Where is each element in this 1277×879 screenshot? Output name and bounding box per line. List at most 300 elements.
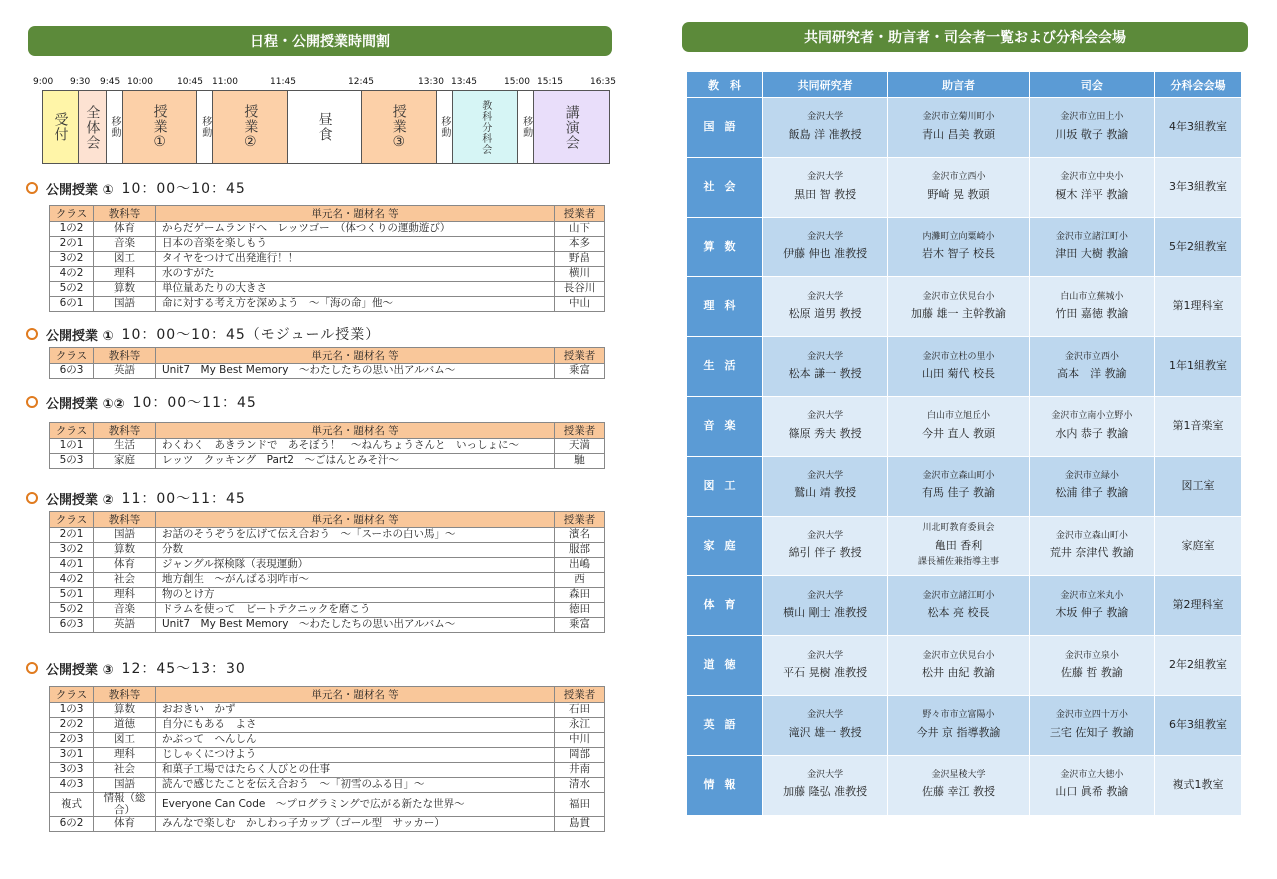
time-label: 15:00 [504,77,530,87]
time-label: 11:00 [212,77,238,87]
org-name: 金沢市立大徳小 [1060,770,1124,781]
teacher-cell: 井南 [555,763,605,778]
table-row [50,718,605,733]
class-cell: 2の3 [50,733,94,748]
room-cell: 4年3組教室 [1155,98,1242,158]
subject-cell: 算数 [94,703,156,718]
person-name: 川坂 敬子 教諭 [1055,127,1129,141]
org-name: 金沢大学 [807,530,844,541]
class-table-header [50,687,605,703]
table-row [50,297,605,312]
subject-cell: 国語 [687,98,763,158]
subject-cell: 体育 [94,817,156,832]
header-subject: 教科等 [94,206,156,222]
unit-cell: かぶって へんしん [156,733,555,748]
teacher-cell: 中川 [555,733,605,748]
staff-row [687,337,1242,397]
teacher-cell: 石田 [555,703,605,718]
teacher-cell: 野畠 [555,252,605,267]
person-name: 篠原 秀夫 教授 [788,426,862,440]
teacher-cell: 福田 [555,793,605,817]
room-cell: 図工室 [1155,456,1242,516]
subject-cell: 国語 [94,528,156,543]
advisor-cell [888,636,1029,696]
unit-cell: 地方創生 〜がんばる羽咋市〜 [156,573,555,588]
advisor-cell [888,695,1029,755]
unit-cell: タイヤをつけて出発進行！！ [156,252,555,267]
person-name: 滝沢 雄一 教授 [788,725,862,739]
teacher-cell: 出嶋 [555,558,605,573]
subject-cell: 家庭 [94,454,156,469]
subject-cell: 社会 [687,157,763,217]
subject-cell: 生活 [94,439,156,454]
unit-cell: Unit7 My Best Memory 〜わたしたちの思い出アルバム〜 [156,364,555,379]
time-label: 9:00 [33,77,54,87]
staff-row [687,576,1242,636]
subject-cell: 道徳 [687,636,763,696]
schedule-segment [437,91,453,163]
class-table [49,205,605,312]
room-cell: 複式1教室 [1155,755,1242,815]
class-cell: 5の1 [50,588,94,603]
unit-cell: 分数 [156,543,555,558]
schedule-label: 受付 [52,112,69,142]
table-row [50,282,605,297]
teacher-cell: 永江 [555,718,605,733]
class-table-header [50,348,605,364]
subject-cell: 生活 [687,337,763,397]
unit-cell: 物のとけ方 [156,588,555,603]
person-name: 伊藤 伸也 准教授 [783,247,868,261]
person-name: 佐藤 哲 教諭 [1060,665,1123,679]
session-time: 10：00〜10：45 [121,181,246,197]
time-label: 16:35 [590,77,616,87]
subject-cell: 算数 [687,217,763,277]
table-row [50,252,605,267]
schedule-segment [288,91,362,163]
header-class: クラス [50,206,94,222]
class-cell: 2の1 [50,528,94,543]
researcher-cell [763,217,888,277]
room-cell: 2年2組教室 [1155,636,1242,696]
person-name: 岩木 智子 校長 [922,247,995,261]
schedule-segment [123,91,198,163]
schedule-title-banner [28,26,612,56]
teacher-cell: 徳田 [555,603,605,618]
person-name: 加藤 雄一 主幹教諭 [911,307,1006,321]
time-label: 12:45 [348,77,374,87]
table-row [50,573,605,588]
class-cell: 3の3 [50,763,94,778]
bullet-circle-icon [26,492,38,504]
session-title: 公開授業 ① [46,182,114,198]
table-row [50,703,605,718]
teacher-cell: 乗富 [555,618,605,633]
teacher-cell: 本多 [555,237,605,252]
chair-cell [1029,277,1154,337]
bullet-circle-icon [26,328,38,340]
header-unit: 単元名・題材名 等 [156,348,555,364]
header-subject: 教科等 [94,423,156,439]
org-name: 金沢市立伏見台小 [922,650,995,661]
table-row [50,528,605,543]
unit-cell: レッツ クッキング Part2 〜ごはんとみそ汁〜 [156,454,555,469]
class-table [49,422,605,469]
unit-cell: Everyone Can Code 〜プログラミングで広がる新たな世界〜 [156,793,555,817]
header-unit: 単元名・題材名 等 [156,423,555,439]
staff-row [687,157,1242,217]
room-cell: 5年2組教室 [1155,217,1242,277]
class-cell: 4の3 [50,778,94,793]
subject-cell: 算数 [94,282,156,297]
org-name: 金沢市立西小 [931,172,986,183]
researcher-cell [763,755,888,815]
schedule-segment [534,91,609,163]
chair-cell [1029,396,1154,456]
room-cell: 第1理科室 [1155,277,1242,337]
schedule-segment [107,91,123,163]
person-name: 加藤 隆弘 准教授 [783,785,868,799]
subject-cell: 音楽 [687,396,763,456]
table-row [50,222,605,237]
staff-row [687,456,1242,516]
person-name: 野崎 晃 教頭 [927,187,990,201]
class-cell: 3の2 [50,543,94,558]
schedule-segment [197,91,213,163]
header-advisor: 助言者 [888,72,1029,98]
session-heading [26,178,246,198]
class-table [49,347,605,379]
org-name: 金沢市立伏見台小 [922,291,995,302]
staff-title-banner [682,22,1248,52]
header-teacher: 授業者 [555,206,605,222]
chair-cell [1029,217,1154,277]
org-name: 金沢大学 [807,351,844,362]
unit-cell: Unit7 My Best Memory 〜わたしたちの思い出アルバム〜 [156,618,555,633]
subject-cell: 英語 [94,618,156,633]
teacher-cell: 西 [555,573,605,588]
org-name: 金沢市立緑小 [1064,471,1119,482]
staff-row [687,636,1242,696]
header-unit: 単元名・題材名 等 [156,512,555,528]
person-name: 三宅 佐知子 教諭 [1049,725,1134,739]
advisor-cell [888,98,1029,158]
subject-cell: 理科 [94,267,156,282]
subject-cell: 理科 [94,588,156,603]
org-name: 金沢市立諸江町小 [1055,232,1128,242]
advisor-cell [888,755,1029,815]
person-name: 松浦 律子 教諭 [1055,486,1129,500]
org-name: 金沢市立諸江町小 [922,590,995,601]
subject-cell: 体育 [94,222,156,237]
class-table [49,686,605,832]
class-table [49,511,605,633]
person-name: 津田 大樹 教諭 [1055,247,1129,261]
researcher-cell [763,157,888,217]
table-row [50,267,605,282]
room-cell: 第2理科室 [1155,576,1242,636]
class-cell: 6の1 [50,297,94,312]
org-name: 内灘町立向粟崎小 [922,232,995,242]
chair-cell [1029,98,1154,158]
chair-cell [1029,157,1154,217]
header-subject: 教科等 [94,687,156,703]
org-name: 金沢市立南小立野小 [1051,411,1133,422]
unit-cell: ジャングル探検隊（表現運動） [156,558,555,573]
time-label: 10:00 [127,77,153,87]
org-name: 金沢大学 [807,710,844,721]
org-name: 金沢大学 [807,471,844,482]
unit-cell: 読んで感じたことを伝え合おう 〜「初雪のふる日」〜 [156,778,555,793]
advisor-cell [888,337,1029,397]
class-cell: 2の2 [50,718,94,733]
subject-cell: 音楽 [94,603,156,618]
advisor-cell [888,277,1029,337]
subject-cell: 理科 [94,748,156,763]
org-name: 金沢市立泉小 [1064,650,1119,661]
header-subject: 教 科 [687,72,763,98]
unit-cell: じしゃくにつけよう [156,748,555,763]
table-row [50,817,605,832]
staff-title: 共同研究者・助言者・司会者一覧および分科会会場 [804,30,1126,46]
advisor-cell [888,456,1029,516]
table-row [50,603,605,618]
org-name: 金沢大学 [807,232,844,242]
header-teacher: 授業者 [555,687,605,703]
person-name: 鷲山 靖 教授 [794,486,857,500]
org-name: 金沢市立田上小 [1060,112,1124,123]
room-cell: 3年3組教室 [1155,157,1242,217]
org-name: 白山市立蕪城小 [1060,291,1124,302]
class-cell: 5の3 [50,454,94,469]
person-name: 亀田 香利 [934,538,983,552]
person-name: 青山 昌美 教頭 [922,127,995,141]
org-name: 金沢市立森山町小 [922,471,995,482]
room-cell: 第1音楽室 [1155,396,1242,456]
chair-cell [1029,755,1154,815]
org-name: 白山市立旭丘小 [927,411,991,422]
person-name: 山田 菊代 校長 [922,366,995,380]
bullet-circle-icon [26,662,38,674]
person-name: 綿引 伴子 教授 [788,546,862,560]
table-row [50,439,605,454]
person-name: 今井 京 指導教諭 [916,725,1001,739]
researcher-cell [763,695,888,755]
subject-cell: 算数 [94,543,156,558]
person-name: 飯島 洋 准教授 [788,127,862,141]
unit-cell: 水のすがた [156,267,555,282]
schedule-label: 全体会 [84,104,101,150]
unit-cell: ドラムを使って ビートテクニックを磨こう [156,603,555,618]
org-name: 金沢大学 [807,411,844,422]
org-name: 金沢市立西小 [1064,351,1119,362]
researcher-cell [763,396,888,456]
header-class: クラス [50,512,94,528]
person-name: 竹田 嘉徳 教諭 [1055,307,1129,321]
class-table-header [50,512,605,528]
session-title: 公開授業 ② [46,492,114,508]
advisor-cell [888,217,1029,277]
schedule-label: 授業② [242,103,259,151]
staff-row [687,217,1242,277]
org-name: 川北町教育委員会 [922,523,995,534]
person-name: 松原 道男 教授 [788,307,862,321]
teacher-cell: 乗富 [555,364,605,379]
org-name: 金沢市立四十万小 [1055,710,1128,721]
class-cell: 2の1 [50,237,94,252]
room-cell: 家庭室 [1155,516,1242,576]
header-unit: 単元名・題材名 等 [156,687,555,703]
teacher-cell: 服部 [555,543,605,558]
class-cell: 5の2 [50,282,94,297]
header-teacher: 授業者 [555,348,605,364]
class-cell: 複式 [50,793,94,817]
teacher-cell: 森田 [555,588,605,603]
class-cell: 1の3 [50,703,94,718]
researcher-cell [763,98,888,158]
researcher-cell [763,277,888,337]
researcher-cell [763,516,888,576]
org-name: 金沢市立菊川町小 [922,112,995,123]
class-cell: 4の2 [50,267,94,282]
table-row [50,778,605,793]
chair-cell [1029,695,1154,755]
header-class: クラス [50,423,94,439]
teacher-cell: 中山 [555,297,605,312]
unit-cell: 命に対する考え方を深めよう 〜「海の命」他〜 [156,297,555,312]
staff-row [687,516,1242,576]
subject-cell: 家庭 [687,516,763,576]
staff-table [686,71,1242,816]
org-name: 金沢市立杜の里小 [922,351,995,362]
class-cell: 6の2 [50,817,94,832]
header-class: クラス [50,687,94,703]
schedule-label: 昼食 [316,112,333,142]
room-cell: 6年3組教室 [1155,695,1242,755]
person-name: 榎木 洋平 教諭 [1055,187,1129,201]
person-name: 松本 亮 校長 [927,606,990,620]
subject-cell: 社会 [94,573,156,588]
header-teacher: 授業者 [555,423,605,439]
person-name: 佐藤 幸江 教授 [922,785,995,799]
time-label: 11:45 [270,77,296,87]
teacher-cell: 岡部 [555,748,605,763]
subject-cell: 音楽 [94,237,156,252]
subject-cell: 図工 [687,456,763,516]
org-name: 金沢大学 [807,291,844,302]
subject-cell: 図工 [94,733,156,748]
person-name: 松井 由紀 教諭 [922,665,995,679]
session-heading [26,392,257,412]
class-cell: 4の1 [50,558,94,573]
table-row [50,763,605,778]
bullet-circle-icon [26,182,38,194]
table-row [50,558,605,573]
teacher-cell: 山下 [555,222,605,237]
staff-row [687,695,1242,755]
class-cell: 6の3 [50,364,94,379]
staff-row [687,755,1242,815]
unit-cell: からだゲームランドへ レッツゴー （体つくりの運動遊び） [156,222,555,237]
session-heading [26,658,246,678]
org-name: 金沢大学 [807,112,844,123]
subject-cell: 情報 [687,755,763,815]
subject-cell: 情報（総合） [94,793,156,817]
chair-cell [1029,576,1154,636]
header-researcher: 共同研究者 [763,72,888,98]
bullet-circle-icon [26,396,38,408]
org-name: 金沢大学 [807,650,844,661]
org-name: 課長補佐兼指導主事 [918,557,1000,568]
schedule-label: 移動 [520,116,532,138]
header-teacher: 授業者 [555,512,605,528]
person-name: 今井 直人 教頭 [922,426,995,440]
org-name: 野々市市立富陽小 [922,710,995,721]
subject-cell: 英語 [687,695,763,755]
advisor-cell [888,396,1029,456]
session-time: 11：00〜11：45 [121,491,246,507]
schedule-label: 移動 [438,116,450,138]
schedule-label: 移動 [109,116,120,138]
person-name: 横山 剛士 准教授 [783,606,868,620]
class-cell: 1の1 [50,439,94,454]
chair-cell [1029,456,1154,516]
table-row [50,454,605,469]
schedule-segment [453,91,519,163]
person-name: 黒田 智 教授 [794,187,857,201]
researcher-cell [763,636,888,696]
person-name: 松本 謙一 教授 [788,366,862,380]
person-name: 木坂 伸子 教諭 [1055,606,1129,620]
chair-cell [1029,337,1154,397]
teacher-cell: 清水 [555,778,605,793]
org-name: 金沢大学 [807,590,844,601]
time-label: 13:45 [451,77,477,87]
class-cell: 4の2 [50,573,94,588]
session-title: 公開授業 ① [46,328,114,344]
subject-cell: 理科 [687,277,763,337]
org-name: 金沢大学 [807,770,844,781]
schedule-label: 講演会 [563,104,580,150]
schedule-label: 授業① [151,103,168,151]
chair-cell [1029,636,1154,696]
session-time: 10：00〜11：45 [132,395,257,411]
staff-table-header [687,72,1242,98]
class-cell: 5の2 [50,603,94,618]
subject-cell: 図工 [94,252,156,267]
org-name: 金沢星稜大学 [931,770,986,781]
person-name: 平石 晃樹 准教授 [783,665,868,679]
unit-cell: わくわく あきランドで あそぼう！ 〜ねんちょうさんと いっしょに〜 [156,439,555,454]
class-cell: 3の1 [50,748,94,763]
subject-cell: 国語 [94,778,156,793]
class-cell: 1の2 [50,222,94,237]
table-row [50,588,605,603]
teacher-cell: 濱名 [555,528,605,543]
schedule-title: 日程・公開授業時間割 [250,34,390,50]
schedule-segment [43,91,79,163]
header-subject: 教科等 [94,512,156,528]
header-chair: 司会 [1029,72,1154,98]
header-room: 分科会会場 [1155,72,1242,98]
advisor-cell [888,157,1029,217]
table-row [50,237,605,252]
teacher-cell: 馳 [555,454,605,469]
header-subject: 教科等 [94,348,156,364]
table-row [50,793,605,817]
class-cell: 6の3 [50,618,94,633]
unit-cell: 単位量あたりの大きさ [156,282,555,297]
